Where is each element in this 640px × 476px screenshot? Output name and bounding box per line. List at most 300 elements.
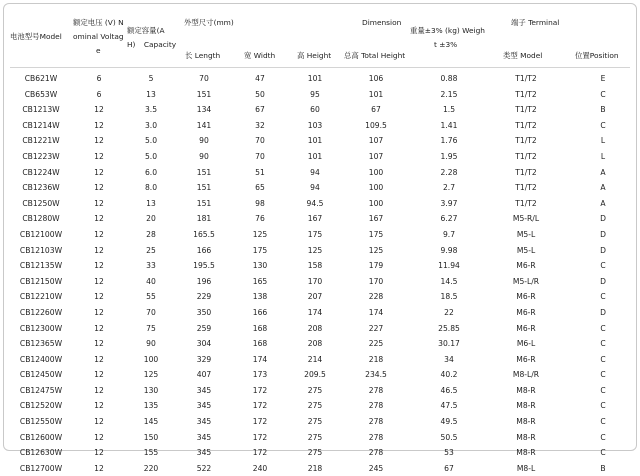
cell-len: 345 <box>196 448 212 458</box>
cell-typ: T1/T2 <box>515 105 537 115</box>
cell-model: CB12600W <box>19 432 63 442</box>
cell-typ: M5-L <box>516 245 536 255</box>
cell-wid: 168 <box>252 339 268 349</box>
cell-len: 165.5 <box>193 229 215 239</box>
cell-model: CB1224W <box>22 167 60 177</box>
cell-len: 134 <box>196 105 212 115</box>
table-row <box>4 274 638 290</box>
header-dimensions-cn-label: 外型尺寸(mm) <box>184 18 234 27</box>
table-row <box>4 383 638 399</box>
cell-model: CB1213W <box>22 105 60 115</box>
header-dimension-en-label: Dimension <box>362 18 402 27</box>
cell-cap: 220 <box>143 463 159 473</box>
table-row <box>4 133 638 149</box>
cell-cap: 125 <box>143 370 159 380</box>
cell-model: CB12700W <box>19 463 63 473</box>
cell-volt: 12 <box>94 292 104 302</box>
cell-wt: 9.98 <box>440 245 458 255</box>
cell-tot: 234.5 <box>365 370 387 380</box>
header-total-height-label: 总高 Total Height <box>344 51 406 60</box>
cell-volt: 12 <box>94 276 104 286</box>
cell-hei: 95 <box>310 89 320 99</box>
cell-wid: 172 <box>252 385 268 395</box>
cell-volt: 12 <box>94 229 104 239</box>
cell-hei: 94 <box>310 183 320 193</box>
cell-volt: 12 <box>94 214 104 224</box>
cell-tot: 100 <box>368 198 384 208</box>
cell-tot: 101 <box>368 89 384 99</box>
cell-hei: 60 <box>310 105 320 115</box>
cell-len: 345 <box>196 417 212 427</box>
cell-wid: 130 <box>252 261 268 271</box>
cell-pos: L <box>600 151 606 161</box>
cell-len: 151 <box>196 198 212 208</box>
cell-wt: 1.41 <box>440 120 458 130</box>
table-row <box>4 165 638 181</box>
cell-wt: 1.5 <box>442 105 456 115</box>
cell-wt: 3.97 <box>440 198 458 208</box>
cell-volt: 12 <box>94 245 104 255</box>
cell-pos: C <box>600 448 606 458</box>
cell-tot: 218 <box>368 354 384 364</box>
table-row <box>4 445 638 461</box>
header-weight <box>410 26 485 49</box>
cell-tot: 225 <box>368 339 384 349</box>
cell-tot: 278 <box>368 432 384 442</box>
header-height <box>297 51 331 60</box>
cell-len: 196 <box>196 276 212 286</box>
header-height-label: 高 Height <box>297 51 332 60</box>
header-terminal-type-label: 类型 Model <box>503 51 543 60</box>
table-row <box>4 398 638 414</box>
cell-tot: 227 <box>368 323 384 333</box>
cell-typ: M6-L <box>516 339 536 349</box>
cell-model: CB1250W <box>22 198 60 208</box>
table-row <box>4 149 638 165</box>
cell-tot: 107 <box>368 151 384 161</box>
cell-tot: 278 <box>368 401 384 411</box>
cell-typ: T1/T2 <box>515 151 537 161</box>
cell-wid: 172 <box>252 417 268 427</box>
cell-wt: 30.17 <box>438 339 460 349</box>
cell-model: CB12300W <box>19 323 63 333</box>
cell-pos: A <box>600 183 606 193</box>
cell-wid: 138 <box>252 292 268 302</box>
cell-cap: 5 <box>148 74 154 83</box>
cell-pos: C <box>600 292 606 302</box>
cell-cap: 20 <box>146 214 156 224</box>
cell-wt: 22 <box>444 307 454 317</box>
cell-pos: D <box>600 214 606 224</box>
cell-hei: 101 <box>307 74 323 83</box>
cell-model: CB1214W <box>22 120 60 130</box>
cell-cap: 5.0 <box>144 136 158 146</box>
cell-volt: 12 <box>94 120 104 130</box>
header-width <box>244 51 275 60</box>
cell-model: CB12365W <box>19 339 63 349</box>
cell-hei: 209.5 <box>304 370 326 380</box>
cell-wt: 67 <box>444 463 454 473</box>
cell-wid: 172 <box>252 401 268 411</box>
cell-cap: 13 <box>146 198 156 208</box>
table-row <box>4 243 638 259</box>
cell-hei: 94 <box>310 167 320 177</box>
cell-model: CB1221W <box>22 136 60 146</box>
header-width-label: 宽 Width <box>244 51 276 60</box>
cell-tot: 125 <box>368 245 384 255</box>
cell-hei: 125 <box>307 245 323 255</box>
cell-hei: 167 <box>307 214 323 224</box>
cell-typ: T1/T2 <box>515 120 537 130</box>
cell-volt: 12 <box>94 401 104 411</box>
cell-wt: 25.85 <box>438 323 460 333</box>
cell-hei: 275 <box>307 417 323 427</box>
cell-pos: B <box>600 463 606 473</box>
cell-model: CB12210W <box>19 292 63 302</box>
cell-len: 90 <box>199 136 209 146</box>
cell-len: 407 <box>196 370 212 380</box>
cell-wid: 47 <box>255 74 265 83</box>
header-capacity-line3: Capacity <box>143 40 177 49</box>
cell-pos: C <box>600 323 606 333</box>
cell-volt: 12 <box>94 198 104 208</box>
cell-pos: D <box>600 229 606 239</box>
cell-len: 345 <box>196 432 212 442</box>
header-weight-line1: 重量±3% (kg) Weigh <box>410 26 485 35</box>
cell-cap: 8.0 <box>144 183 158 193</box>
cell-volt: 6 <box>96 74 102 83</box>
cell-hei: 218 <box>307 463 323 473</box>
cell-len: 329 <box>196 354 212 364</box>
cell-wid: 175 <box>252 245 268 255</box>
table-body <box>4 71 638 476</box>
cell-wt: 14.5 <box>440 276 458 286</box>
cell-wid: 98 <box>255 198 265 208</box>
cell-hei: 208 <box>307 339 323 349</box>
cell-wt: 1.76 <box>440 136 458 146</box>
cell-hei: 275 <box>307 432 323 442</box>
cell-wid: 165 <box>252 276 268 286</box>
cell-wt: 49.5 <box>440 417 458 427</box>
cell-tot: 228 <box>368 292 384 302</box>
cell-cap: 145 <box>143 417 159 427</box>
cell-cap: 13 <box>146 89 156 99</box>
cell-pos: D <box>600 276 606 286</box>
cell-wid: 32 <box>255 120 265 130</box>
cell-wid: 168 <box>252 323 268 333</box>
cell-model: CB12400W <box>19 354 63 364</box>
cell-cap: 130 <box>143 385 159 395</box>
cell-tot: 278 <box>368 385 384 395</box>
cell-typ: M6-R <box>516 323 536 333</box>
cell-volt: 12 <box>94 105 104 115</box>
cell-typ: M5-R/L <box>512 214 540 224</box>
cell-volt: 12 <box>94 385 104 395</box>
header-voltage-line2: ominal Voltag <box>73 32 124 41</box>
header-dimension-en <box>362 18 401 27</box>
cell-len: 522 <box>196 463 212 473</box>
header-dimensions-cn <box>184 18 234 27</box>
cell-typ: T1/T2 <box>515 89 537 99</box>
cell-cap: 155 <box>143 448 159 458</box>
cell-model: CB621W <box>24 74 58 83</box>
cell-typ: M5-L <box>516 229 536 239</box>
header-capacity-line2 <box>127 40 176 49</box>
cell-pos: B <box>600 105 606 115</box>
cell-wid: 125 <box>252 229 268 239</box>
cell-len: 151 <box>196 89 212 99</box>
header-model-label: 电池型号Model <box>10 32 62 41</box>
cell-tot: 170 <box>368 276 384 286</box>
cell-hei: 158 <box>307 261 323 271</box>
cell-tot: 278 <box>368 417 384 427</box>
cell-hei: 174 <box>307 307 323 317</box>
cell-len: 181 <box>196 214 212 224</box>
cell-len: 350 <box>196 307 212 317</box>
table-row <box>4 71 638 87</box>
header-capacity-line1: 额定容量(A <box>127 26 165 35</box>
cell-tot: 67 <box>371 105 381 115</box>
cell-typ: M8-R <box>516 448 536 458</box>
cell-len: 70 <box>199 74 209 83</box>
cell-tot: 167 <box>368 214 384 224</box>
cell-wid: 51 <box>255 167 265 177</box>
cell-len: 345 <box>196 401 212 411</box>
cell-wid: 173 <box>252 370 268 380</box>
cell-typ: M8-R <box>516 432 536 442</box>
cell-tot: 175 <box>368 229 384 239</box>
header-voltage-line1: 额定电压 (V) N <box>73 18 124 27</box>
table-row <box>4 196 638 212</box>
cell-len: 90 <box>199 151 209 161</box>
cell-hei: 207 <box>307 292 323 302</box>
table-row <box>4 305 638 321</box>
cell-model: CB1223W <box>22 151 60 161</box>
cell-wid: 65 <box>255 183 265 193</box>
cell-cap: 33 <box>146 261 156 271</box>
cell-wt: 11.94 <box>438 261 460 271</box>
cell-pos: C <box>600 385 606 395</box>
header-divider <box>10 67 630 68</box>
cell-pos: C <box>600 354 606 364</box>
cell-cap: 40 <box>146 276 156 286</box>
cell-cap: 3.5 <box>144 105 158 115</box>
cell-tot: 100 <box>368 183 384 193</box>
cell-volt: 12 <box>94 339 104 349</box>
cell-model: CB12630W <box>19 448 63 458</box>
cell-pos: C <box>600 89 606 99</box>
cell-pos: D <box>600 245 606 255</box>
cell-hei: 170 <box>307 276 323 286</box>
cell-model: CB12260W <box>19 307 63 317</box>
cell-tot: 100 <box>368 167 384 177</box>
cell-typ: T1/T2 <box>515 183 537 193</box>
cell-volt: 12 <box>94 448 104 458</box>
cell-len: 259 <box>196 323 212 333</box>
table-row <box>4 227 638 243</box>
header-total-height <box>344 51 405 60</box>
cell-tot: 179 <box>368 261 384 271</box>
cell-wt: 6.27 <box>440 214 458 224</box>
cell-volt: 12 <box>94 261 104 271</box>
table-row <box>4 430 638 446</box>
table-row <box>4 336 638 352</box>
cell-volt: 12 <box>94 432 104 442</box>
cell-cap: 135 <box>143 401 159 411</box>
cell-cap: 70 <box>146 307 156 317</box>
cell-volt: 6 <box>96 89 102 99</box>
cell-wt: 1.95 <box>440 151 458 161</box>
cell-wid: 70 <box>255 136 265 146</box>
table-row <box>4 321 638 337</box>
table-row <box>4 211 638 227</box>
cell-tot: 107 <box>368 136 384 146</box>
cell-volt: 12 <box>94 307 104 317</box>
cell-cap: 150 <box>143 432 159 442</box>
cell-wid: 172 <box>252 448 268 458</box>
cell-len: 151 <box>196 183 212 193</box>
cell-typ: M8-R <box>516 385 536 395</box>
cell-hei: 214 <box>307 354 323 364</box>
cell-wt: 40.2 <box>440 370 458 380</box>
header-length-label: 长 Length <box>185 51 221 60</box>
cell-hei: 101 <box>307 136 323 146</box>
cell-model: CB12100W <box>19 229 63 239</box>
cell-typ: M6-R <box>516 354 536 364</box>
cell-len: 304 <box>196 339 212 349</box>
cell-wt: 0.88 <box>440 74 458 83</box>
cell-typ: M5-L/R <box>512 276 540 286</box>
cell-wid: 76 <box>255 214 265 224</box>
cell-pos: E <box>600 74 606 83</box>
cell-wid: 240 <box>252 463 268 473</box>
cell-cap: 28 <box>146 229 156 239</box>
table-row <box>4 180 638 196</box>
cell-wid: 166 <box>252 307 268 317</box>
header-terminal-position-label: 位置Position <box>575 51 619 60</box>
cell-cap: 55 <box>146 292 156 302</box>
cell-typ: T1/T2 <box>515 136 537 146</box>
cell-hei: 275 <box>307 385 323 395</box>
cell-pos: L <box>600 136 606 146</box>
cell-len: 141 <box>196 120 212 130</box>
battery-spec-table <box>3 3 637 473</box>
cell-hei: 175 <box>307 229 323 239</box>
cell-volt: 12 <box>94 354 104 364</box>
cell-pos: C <box>600 370 606 380</box>
cell-wid: 70 <box>255 151 265 161</box>
cell-tot: 106 <box>368 74 384 83</box>
cell-typ: M6-R <box>516 307 536 317</box>
header-terminal <box>511 18 559 27</box>
cell-typ: M8-R <box>516 417 536 427</box>
cell-hei: 208 <box>307 323 323 333</box>
cell-pos: A <box>600 167 606 177</box>
cell-volt: 12 <box>94 323 104 333</box>
cell-wt: 18.5 <box>440 292 458 302</box>
cell-len: 166 <box>196 245 212 255</box>
cell-tot: 109.5 <box>365 120 387 130</box>
cell-volt: 12 <box>94 370 104 380</box>
header-capacity-line2-unit: H) <box>127 40 136 49</box>
header-capacity <box>127 26 176 49</box>
cell-model: CB1280W <box>22 214 60 224</box>
cell-cap: 5.0 <box>144 151 158 161</box>
cell-model: CB12150W <box>19 276 63 286</box>
cell-tot: 174 <box>368 307 384 317</box>
cell-cap: 25 <box>146 245 156 255</box>
cell-pos: C <box>600 261 606 271</box>
cell-hei: 94.5 <box>306 198 324 208</box>
cell-wt: 2.7 <box>442 183 456 193</box>
cell-wt: 9.7 <box>442 229 456 239</box>
table-row <box>4 118 638 134</box>
cell-len: 229 <box>196 292 212 302</box>
table-row <box>4 289 638 305</box>
cell-tot: 278 <box>368 448 384 458</box>
header-voltage-line3: e <box>96 46 101 55</box>
cell-model: CB1236W <box>22 183 60 193</box>
cell-wid: 67 <box>255 105 265 115</box>
cell-model: CB653W <box>24 89 58 99</box>
cell-cap: 100 <box>143 354 159 364</box>
cell-typ: M8-L <box>516 463 536 473</box>
cell-len: 345 <box>196 385 212 395</box>
cell-wt: 53 <box>444 448 454 458</box>
header-length <box>185 51 220 60</box>
cell-wt: 50.5 <box>440 432 458 442</box>
cell-pos: C <box>600 417 606 427</box>
cell-cap: 3.0 <box>144 120 158 130</box>
table-row <box>4 414 638 430</box>
cell-cap: 75 <box>146 323 156 333</box>
header-weight-line2: t ±3% <box>434 40 458 49</box>
table-row <box>4 258 638 274</box>
cell-model: CB12520W <box>19 401 63 411</box>
cell-len: 195.5 <box>193 261 215 271</box>
cell-model: CB12450W <box>19 370 63 380</box>
cell-cap: 90 <box>146 339 156 349</box>
cell-typ: T1/T2 <box>515 74 537 83</box>
header-terminal-position <box>575 51 619 60</box>
cell-len: 151 <box>196 167 212 177</box>
cell-volt: 12 <box>94 151 104 161</box>
cell-typ: M6-R <box>516 292 536 302</box>
cell-typ: T1/T2 <box>515 167 537 177</box>
cell-wt: 2.15 <box>440 89 458 99</box>
cell-wt: 46.5 <box>440 385 458 395</box>
cell-cap: 6.0 <box>144 167 158 177</box>
table-row <box>4 87 638 103</box>
cell-wt: 47.5 <box>440 401 458 411</box>
cell-hei: 103 <box>307 120 323 130</box>
cell-pos: C <box>600 120 606 130</box>
cell-volt: 12 <box>94 417 104 427</box>
cell-typ: M8-R <box>516 401 536 411</box>
cell-wid: 172 <box>252 432 268 442</box>
cell-pos: D <box>600 307 606 317</box>
table-row <box>4 461 638 476</box>
cell-wt: 2.28 <box>440 167 458 177</box>
table-row <box>4 102 638 118</box>
cell-pos: C <box>600 401 606 411</box>
cell-volt: 12 <box>94 463 104 473</box>
cell-hei: 275 <box>307 401 323 411</box>
cell-pos: C <box>600 339 606 349</box>
cell-model: CB12135W <box>19 261 63 271</box>
cell-volt: 12 <box>94 167 104 177</box>
cell-volt: 12 <box>94 136 104 146</box>
